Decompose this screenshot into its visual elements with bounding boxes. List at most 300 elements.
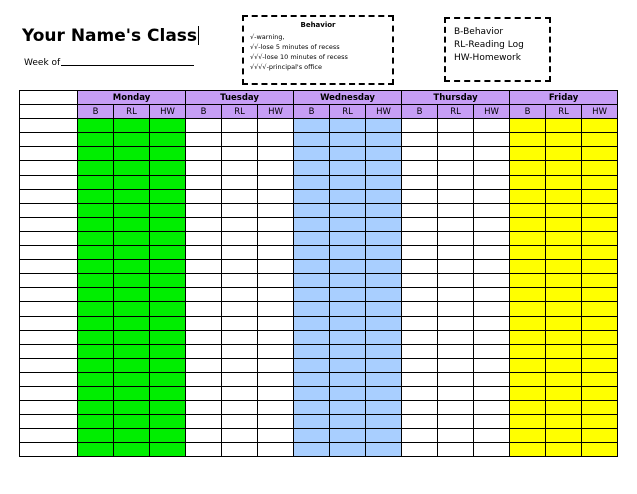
student-name-cell[interactable] — [20, 358, 78, 372]
entry-cell-monday-rl[interactable] — [114, 246, 150, 260]
entry-cell-wednesday-hw[interactable] — [366, 161, 402, 175]
entry-cell-tuesday-b[interactable] — [186, 161, 222, 175]
entry-cell-friday-rl[interactable] — [546, 302, 582, 316]
entry-cell-tuesday-hw[interactable] — [258, 429, 294, 443]
entry-cell-wednesday-hw[interactable] — [366, 147, 402, 161]
entry-cell-friday-b[interactable] — [510, 302, 546, 316]
entry-cell-tuesday-rl[interactable] — [222, 161, 258, 175]
entry-cell-wednesday-rl[interactable] — [330, 358, 366, 372]
entry-cell-tuesday-hw[interactable] — [258, 133, 294, 147]
entry-cell-wednesday-b[interactable] — [294, 415, 330, 429]
entry-cell-friday-b[interactable] — [510, 386, 546, 400]
student-name-cell[interactable] — [20, 203, 78, 217]
entry-cell-tuesday-rl[interactable] — [222, 246, 258, 260]
entry-cell-thursday-b[interactable] — [402, 161, 438, 175]
entry-cell-wednesday-rl[interactable] — [330, 288, 366, 302]
entry-cell-wednesday-hw[interactable] — [366, 119, 402, 133]
entry-cell-friday-rl[interactable] — [546, 358, 582, 372]
entry-cell-monday-hw[interactable] — [150, 203, 186, 217]
entry-cell-wednesday-b[interactable] — [294, 260, 330, 274]
entry-cell-thursday-hw[interactable] — [474, 175, 510, 189]
student-name-cell[interactable] — [20, 316, 78, 330]
entry-cell-tuesday-rl[interactable] — [222, 217, 258, 231]
entry-cell-thursday-rl[interactable] — [438, 429, 474, 443]
student-name-cell[interactable] — [20, 302, 78, 316]
entry-cell-friday-hw[interactable] — [582, 401, 618, 415]
entry-cell-wednesday-rl[interactable] — [330, 217, 366, 231]
entry-cell-monday-hw[interactable] — [150, 189, 186, 203]
entry-cell-tuesday-hw[interactable] — [258, 119, 294, 133]
entry-cell-tuesday-b[interactable] — [186, 260, 222, 274]
entry-cell-friday-hw[interactable] — [582, 372, 618, 386]
entry-cell-wednesday-rl[interactable] — [330, 246, 366, 260]
entry-cell-monday-b[interactable] — [78, 288, 114, 302]
entry-cell-monday-b[interactable] — [78, 386, 114, 400]
entry-cell-friday-b[interactable] — [510, 288, 546, 302]
entry-cell-wednesday-rl[interactable] — [330, 316, 366, 330]
entry-cell-monday-b[interactable] — [78, 415, 114, 429]
entry-cell-wednesday-hw[interactable] — [366, 175, 402, 189]
entry-cell-monday-b[interactable] — [78, 302, 114, 316]
student-name-cell[interactable] — [20, 274, 78, 288]
entry-cell-tuesday-b[interactable] — [186, 246, 222, 260]
entry-cell-tuesday-rl[interactable] — [222, 386, 258, 400]
entry-cell-thursday-b[interactable] — [402, 133, 438, 147]
entry-cell-thursday-b[interactable] — [402, 189, 438, 203]
entry-cell-wednesday-hw[interactable] — [366, 358, 402, 372]
entry-cell-friday-hw[interactable] — [582, 386, 618, 400]
entry-cell-friday-b[interactable] — [510, 415, 546, 429]
entry-cell-monday-b[interactable] — [78, 189, 114, 203]
entry-cell-thursday-rl[interactable] — [438, 288, 474, 302]
entry-cell-thursday-b[interactable] — [402, 429, 438, 443]
entry-cell-tuesday-b[interactable] — [186, 189, 222, 203]
entry-cell-wednesday-hw[interactable] — [366, 246, 402, 260]
entry-cell-thursday-b[interactable] — [402, 175, 438, 189]
entry-cell-monday-hw[interactable] — [150, 415, 186, 429]
entry-cell-thursday-rl[interactable] — [438, 203, 474, 217]
entry-cell-friday-rl[interactable] — [546, 429, 582, 443]
entry-cell-tuesday-b[interactable] — [186, 274, 222, 288]
entry-cell-monday-rl[interactable] — [114, 260, 150, 274]
entry-cell-monday-rl[interactable] — [114, 288, 150, 302]
entry-cell-wednesday-rl[interactable] — [330, 344, 366, 358]
entry-cell-monday-rl[interactable] — [114, 119, 150, 133]
entry-cell-thursday-b[interactable] — [402, 358, 438, 372]
student-name-cell[interactable] — [20, 147, 78, 161]
entry-cell-tuesday-hw[interactable] — [258, 288, 294, 302]
entry-cell-monday-b[interactable] — [78, 344, 114, 358]
student-name-cell[interactable] — [20, 231, 78, 245]
entry-cell-wednesday-hw[interactable] — [366, 133, 402, 147]
entry-cell-thursday-rl[interactable] — [438, 260, 474, 274]
entry-cell-tuesday-hw[interactable] — [258, 344, 294, 358]
entry-cell-thursday-hw[interactable] — [474, 133, 510, 147]
entry-cell-thursday-hw[interactable] — [474, 316, 510, 330]
entry-cell-wednesday-hw[interactable] — [366, 260, 402, 274]
entry-cell-tuesday-hw[interactable] — [258, 358, 294, 372]
entry-cell-thursday-hw[interactable] — [474, 260, 510, 274]
entry-cell-wednesday-hw[interactable] — [366, 288, 402, 302]
entry-cell-friday-b[interactable] — [510, 231, 546, 245]
entry-cell-tuesday-rl[interactable] — [222, 443, 258, 457]
entry-cell-friday-b[interactable] — [510, 189, 546, 203]
entry-cell-wednesday-rl[interactable] — [330, 231, 366, 245]
entry-cell-friday-rl[interactable] — [546, 175, 582, 189]
entry-cell-wednesday-b[interactable] — [294, 119, 330, 133]
entry-cell-friday-rl[interactable] — [546, 231, 582, 245]
entry-cell-wednesday-rl[interactable] — [330, 147, 366, 161]
entry-cell-monday-rl[interactable] — [114, 344, 150, 358]
entry-cell-wednesday-hw[interactable] — [366, 203, 402, 217]
entry-cell-friday-b[interactable] — [510, 147, 546, 161]
entry-cell-thursday-rl[interactable] — [438, 119, 474, 133]
entry-cell-wednesday-b[interactable] — [294, 203, 330, 217]
entry-cell-wednesday-rl[interactable] — [330, 330, 366, 344]
entry-cell-friday-rl[interactable] — [546, 344, 582, 358]
entry-cell-friday-hw[interactable] — [582, 429, 618, 443]
entry-cell-tuesday-hw[interactable] — [258, 443, 294, 457]
entry-cell-friday-rl[interactable] — [546, 119, 582, 133]
entry-cell-friday-hw[interactable] — [582, 189, 618, 203]
entry-cell-tuesday-rl[interactable] — [222, 429, 258, 443]
student-name-cell[interactable] — [20, 344, 78, 358]
entry-cell-wednesday-b[interactable] — [294, 386, 330, 400]
entry-cell-friday-rl[interactable] — [546, 330, 582, 344]
entry-cell-friday-rl[interactable] — [546, 133, 582, 147]
page-title[interactable] — [22, 26, 199, 46]
entry-cell-friday-rl[interactable] — [546, 401, 582, 415]
entry-cell-tuesday-rl[interactable] — [222, 260, 258, 274]
entry-cell-monday-b[interactable] — [78, 133, 114, 147]
entry-cell-thursday-hw[interactable] — [474, 119, 510, 133]
entry-cell-wednesday-b[interactable] — [294, 372, 330, 386]
entry-cell-tuesday-b[interactable] — [186, 217, 222, 231]
entry-cell-tuesday-hw[interactable] — [258, 231, 294, 245]
entry-cell-friday-rl[interactable] — [546, 203, 582, 217]
entry-cell-friday-rl[interactable] — [546, 443, 582, 457]
entry-cell-wednesday-rl[interactable] — [330, 119, 366, 133]
entry-cell-thursday-b[interactable] — [402, 386, 438, 400]
entry-cell-thursday-b[interactable] — [402, 302, 438, 316]
entry-cell-tuesday-b[interactable] — [186, 175, 222, 189]
entry-cell-monday-rl[interactable] — [114, 189, 150, 203]
entry-cell-friday-b[interactable] — [510, 203, 546, 217]
entry-cell-friday-b[interactable] — [510, 217, 546, 231]
entry-cell-monday-b[interactable] — [78, 358, 114, 372]
entry-cell-wednesday-hw[interactable] — [366, 386, 402, 400]
entry-cell-tuesday-rl[interactable] — [222, 175, 258, 189]
entry-cell-friday-hw[interactable] — [582, 358, 618, 372]
entry-cell-friday-rl[interactable] — [546, 288, 582, 302]
entry-cell-tuesday-b[interactable] — [186, 358, 222, 372]
entry-cell-friday-rl[interactable] — [546, 147, 582, 161]
entry-cell-friday-hw[interactable] — [582, 330, 618, 344]
entry-cell-friday-hw[interactable] — [582, 246, 618, 260]
week-of-field[interactable] — [24, 56, 194, 68]
student-name-cell[interactable] — [20, 372, 78, 386]
entry-cell-thursday-hw[interactable] — [474, 443, 510, 457]
entry-cell-wednesday-b[interactable] — [294, 330, 330, 344]
entry-cell-friday-b[interactable] — [510, 330, 546, 344]
entry-cell-tuesday-b[interactable] — [186, 302, 222, 316]
entry-cell-monday-hw[interactable] — [150, 175, 186, 189]
entry-cell-monday-b[interactable] — [78, 175, 114, 189]
entry-cell-thursday-hw[interactable] — [474, 344, 510, 358]
entry-cell-monday-b[interactable] — [78, 260, 114, 274]
entry-cell-wednesday-b[interactable] — [294, 358, 330, 372]
entry-cell-tuesday-b[interactable] — [186, 203, 222, 217]
entry-cell-wednesday-hw[interactable] — [366, 330, 402, 344]
entry-cell-monday-hw[interactable] — [150, 133, 186, 147]
entry-cell-tuesday-b[interactable] — [186, 415, 222, 429]
entry-cell-thursday-b[interactable] — [402, 288, 438, 302]
entry-cell-wednesday-hw[interactable] — [366, 231, 402, 245]
entry-cell-wednesday-rl[interactable] — [330, 372, 366, 386]
entry-cell-wednesday-hw[interactable] — [366, 274, 402, 288]
entry-cell-tuesday-b[interactable] — [186, 386, 222, 400]
entry-cell-friday-rl[interactable] — [546, 246, 582, 260]
entry-cell-wednesday-b[interactable] — [294, 147, 330, 161]
entry-cell-tuesday-b[interactable] — [186, 372, 222, 386]
entry-cell-monday-hw[interactable] — [150, 217, 186, 231]
entry-cell-tuesday-b[interactable] — [186, 443, 222, 457]
entry-cell-thursday-hw[interactable] — [474, 231, 510, 245]
entry-cell-wednesday-rl[interactable] — [330, 401, 366, 415]
entry-cell-friday-hw[interactable] — [582, 147, 618, 161]
entry-cell-monday-b[interactable] — [78, 316, 114, 330]
entry-cell-wednesday-b[interactable] — [294, 429, 330, 443]
entry-cell-tuesday-rl[interactable] — [222, 231, 258, 245]
entry-cell-tuesday-hw[interactable] — [258, 316, 294, 330]
entry-cell-thursday-b[interactable] — [402, 316, 438, 330]
entry-cell-tuesday-hw[interactable] — [258, 161, 294, 175]
entry-cell-wednesday-hw[interactable] — [366, 415, 402, 429]
entry-cell-tuesday-hw[interactable] — [258, 246, 294, 260]
entry-cell-thursday-rl[interactable] — [438, 189, 474, 203]
entry-cell-tuesday-rl[interactable] — [222, 274, 258, 288]
entry-cell-friday-hw[interactable] — [582, 161, 618, 175]
entry-cell-thursday-rl[interactable] — [438, 133, 474, 147]
entry-cell-thursday-b[interactable] — [402, 274, 438, 288]
entry-cell-tuesday-hw[interactable] — [258, 372, 294, 386]
entry-cell-thursday-hw[interactable] — [474, 401, 510, 415]
entry-cell-thursday-rl[interactable] — [438, 302, 474, 316]
entry-cell-tuesday-b[interactable] — [186, 133, 222, 147]
entry-cell-friday-b[interactable] — [510, 133, 546, 147]
entry-cell-thursday-b[interactable] — [402, 372, 438, 386]
entry-cell-thursday-hw[interactable] — [474, 274, 510, 288]
entry-cell-tuesday-b[interactable] — [186, 344, 222, 358]
entry-cell-thursday-rl[interactable] — [438, 161, 474, 175]
entry-cell-thursday-rl[interactable] — [438, 246, 474, 260]
entry-cell-monday-rl[interactable] — [114, 358, 150, 372]
entry-cell-monday-rl[interactable] — [114, 372, 150, 386]
entry-cell-monday-b[interactable] — [78, 119, 114, 133]
entry-cell-tuesday-hw[interactable] — [258, 260, 294, 274]
entry-cell-thursday-hw[interactable] — [474, 358, 510, 372]
student-name-cell[interactable] — [20, 415, 78, 429]
entry-cell-friday-hw[interactable] — [582, 175, 618, 189]
entry-cell-tuesday-rl[interactable] — [222, 133, 258, 147]
entry-cell-friday-hw[interactable] — [582, 274, 618, 288]
entry-cell-friday-b[interactable] — [510, 443, 546, 457]
entry-cell-monday-rl[interactable] — [114, 175, 150, 189]
entry-cell-tuesday-hw[interactable] — [258, 189, 294, 203]
entry-cell-friday-rl[interactable] — [546, 260, 582, 274]
entry-cell-monday-hw[interactable] — [150, 274, 186, 288]
entry-cell-wednesday-rl[interactable] — [330, 386, 366, 400]
entry-cell-thursday-hw[interactable] — [474, 386, 510, 400]
entry-cell-thursday-hw[interactable] — [474, 203, 510, 217]
entry-cell-thursday-b[interactable] — [402, 260, 438, 274]
entry-cell-friday-rl[interactable] — [546, 217, 582, 231]
entry-cell-wednesday-hw[interactable] — [366, 302, 402, 316]
entry-cell-friday-b[interactable] — [510, 260, 546, 274]
entry-cell-monday-hw[interactable] — [150, 260, 186, 274]
entry-cell-friday-hw[interactable] — [582, 231, 618, 245]
entry-cell-thursday-rl[interactable] — [438, 231, 474, 245]
entry-cell-monday-hw[interactable] — [150, 443, 186, 457]
entry-cell-wednesday-hw[interactable] — [366, 401, 402, 415]
entry-cell-tuesday-b[interactable] — [186, 119, 222, 133]
entry-cell-tuesday-b[interactable] — [186, 147, 222, 161]
entry-cell-monday-b[interactable] — [78, 246, 114, 260]
entry-cell-monday-hw[interactable] — [150, 288, 186, 302]
student-name-cell[interactable] — [20, 161, 78, 175]
entry-cell-tuesday-rl[interactable] — [222, 330, 258, 344]
entry-cell-wednesday-b[interactable] — [294, 161, 330, 175]
entry-cell-tuesday-rl[interactable] — [222, 147, 258, 161]
entry-cell-thursday-rl[interactable] — [438, 175, 474, 189]
entry-cell-friday-rl[interactable] — [546, 386, 582, 400]
entry-cell-tuesday-b[interactable] — [186, 429, 222, 443]
entry-cell-thursday-b[interactable] — [402, 415, 438, 429]
entry-cell-tuesday-b[interactable] — [186, 330, 222, 344]
entry-cell-monday-b[interactable] — [78, 429, 114, 443]
entry-cell-friday-b[interactable] — [510, 161, 546, 175]
entry-cell-friday-b[interactable] — [510, 316, 546, 330]
entry-cell-monday-b[interactable] — [78, 274, 114, 288]
entry-cell-thursday-b[interactable] — [402, 443, 438, 457]
entry-cell-thursday-hw[interactable] — [474, 147, 510, 161]
student-name-cell[interactable] — [20, 119, 78, 133]
entry-cell-thursday-b[interactable] — [402, 246, 438, 260]
student-name-cell[interactable] — [20, 443, 78, 457]
entry-cell-friday-hw[interactable] — [582, 288, 618, 302]
entry-cell-thursday-hw[interactable] — [474, 288, 510, 302]
student-name-cell[interactable] — [20, 386, 78, 400]
entry-cell-monday-rl[interactable] — [114, 147, 150, 161]
entry-cell-friday-hw[interactable] — [582, 133, 618, 147]
entry-cell-friday-rl[interactable] — [546, 372, 582, 386]
entry-cell-tuesday-hw[interactable] — [258, 147, 294, 161]
entry-cell-thursday-hw[interactable] — [474, 372, 510, 386]
entry-cell-thursday-hw[interactable] — [474, 161, 510, 175]
entry-cell-friday-b[interactable] — [510, 358, 546, 372]
entry-cell-thursday-rl[interactable] — [438, 372, 474, 386]
entry-cell-wednesday-hw[interactable] — [366, 217, 402, 231]
entry-cell-wednesday-hw[interactable] — [366, 189, 402, 203]
entry-cell-tuesday-rl[interactable] — [222, 358, 258, 372]
entry-cell-monday-hw[interactable] — [150, 386, 186, 400]
entry-cell-monday-rl[interactable] — [114, 316, 150, 330]
entry-cell-wednesday-b[interactable] — [294, 401, 330, 415]
entry-cell-friday-rl[interactable] — [546, 189, 582, 203]
entry-cell-thursday-b[interactable] — [402, 344, 438, 358]
entry-cell-monday-b[interactable] — [78, 372, 114, 386]
entry-cell-tuesday-rl[interactable] — [222, 401, 258, 415]
entry-cell-thursday-rl[interactable] — [438, 330, 474, 344]
entry-cell-monday-rl[interactable] — [114, 443, 150, 457]
student-name-cell[interactable] — [20, 189, 78, 203]
entry-cell-thursday-rl[interactable] — [438, 274, 474, 288]
entry-cell-tuesday-hw[interactable] — [258, 401, 294, 415]
entry-cell-monday-hw[interactable] — [150, 231, 186, 245]
entry-cell-tuesday-rl[interactable] — [222, 372, 258, 386]
entry-cell-monday-rl[interactable] — [114, 401, 150, 415]
student-name-cell[interactable] — [20, 429, 78, 443]
entry-cell-thursday-rl[interactable] — [438, 401, 474, 415]
entry-cell-tuesday-rl[interactable] — [222, 302, 258, 316]
student-name-cell[interactable] — [20, 288, 78, 302]
entry-cell-wednesday-b[interactable] — [294, 175, 330, 189]
entry-cell-tuesday-hw[interactable] — [258, 386, 294, 400]
entry-cell-tuesday-rl[interactable] — [222, 344, 258, 358]
entry-cell-thursday-rl[interactable] — [438, 358, 474, 372]
entry-cell-monday-rl[interactable] — [114, 330, 150, 344]
entry-cell-tuesday-b[interactable] — [186, 288, 222, 302]
entry-cell-thursday-hw[interactable] — [474, 415, 510, 429]
student-name-cell[interactable] — [20, 330, 78, 344]
entry-cell-friday-rl[interactable] — [546, 316, 582, 330]
entry-cell-friday-b[interactable] — [510, 401, 546, 415]
entry-cell-tuesday-b[interactable] — [186, 316, 222, 330]
entry-cell-wednesday-rl[interactable] — [330, 161, 366, 175]
entry-cell-wednesday-hw[interactable] — [366, 429, 402, 443]
entry-cell-friday-hw[interactable] — [582, 316, 618, 330]
entry-cell-friday-hw[interactable] — [582, 415, 618, 429]
entry-cell-monday-rl[interactable] — [114, 217, 150, 231]
entry-cell-thursday-b[interactable] — [402, 203, 438, 217]
student-name-cell[interactable] — [20, 217, 78, 231]
entry-cell-tuesday-hw[interactable] — [258, 274, 294, 288]
entry-cell-wednesday-b[interactable] — [294, 189, 330, 203]
entry-cell-friday-b[interactable] — [510, 429, 546, 443]
entry-cell-wednesday-rl[interactable] — [330, 189, 366, 203]
entry-cell-tuesday-b[interactable] — [186, 231, 222, 245]
entry-cell-friday-b[interactable] — [510, 372, 546, 386]
entry-cell-monday-hw[interactable] — [150, 358, 186, 372]
entry-cell-tuesday-rl[interactable] — [222, 415, 258, 429]
entry-cell-wednesday-rl[interactable] — [330, 429, 366, 443]
entry-cell-friday-hw[interactable] — [582, 344, 618, 358]
entry-cell-wednesday-rl[interactable] — [330, 274, 366, 288]
entry-cell-tuesday-hw[interactable] — [258, 330, 294, 344]
entry-cell-friday-hw[interactable] — [582, 217, 618, 231]
entry-cell-monday-rl[interactable] — [114, 133, 150, 147]
entry-cell-monday-hw[interactable] — [150, 316, 186, 330]
entry-cell-monday-hw[interactable] — [150, 147, 186, 161]
entry-cell-tuesday-hw[interactable] — [258, 203, 294, 217]
entry-cell-thursday-hw[interactable] — [474, 330, 510, 344]
entry-cell-wednesday-b[interactable] — [294, 133, 330, 147]
entry-cell-thursday-hw[interactable] — [474, 217, 510, 231]
student-name-cell[interactable] — [20, 260, 78, 274]
entry-cell-monday-rl[interactable] — [114, 302, 150, 316]
entry-cell-monday-hw[interactable] — [150, 330, 186, 344]
entry-cell-monday-hw[interactable] — [150, 401, 186, 415]
